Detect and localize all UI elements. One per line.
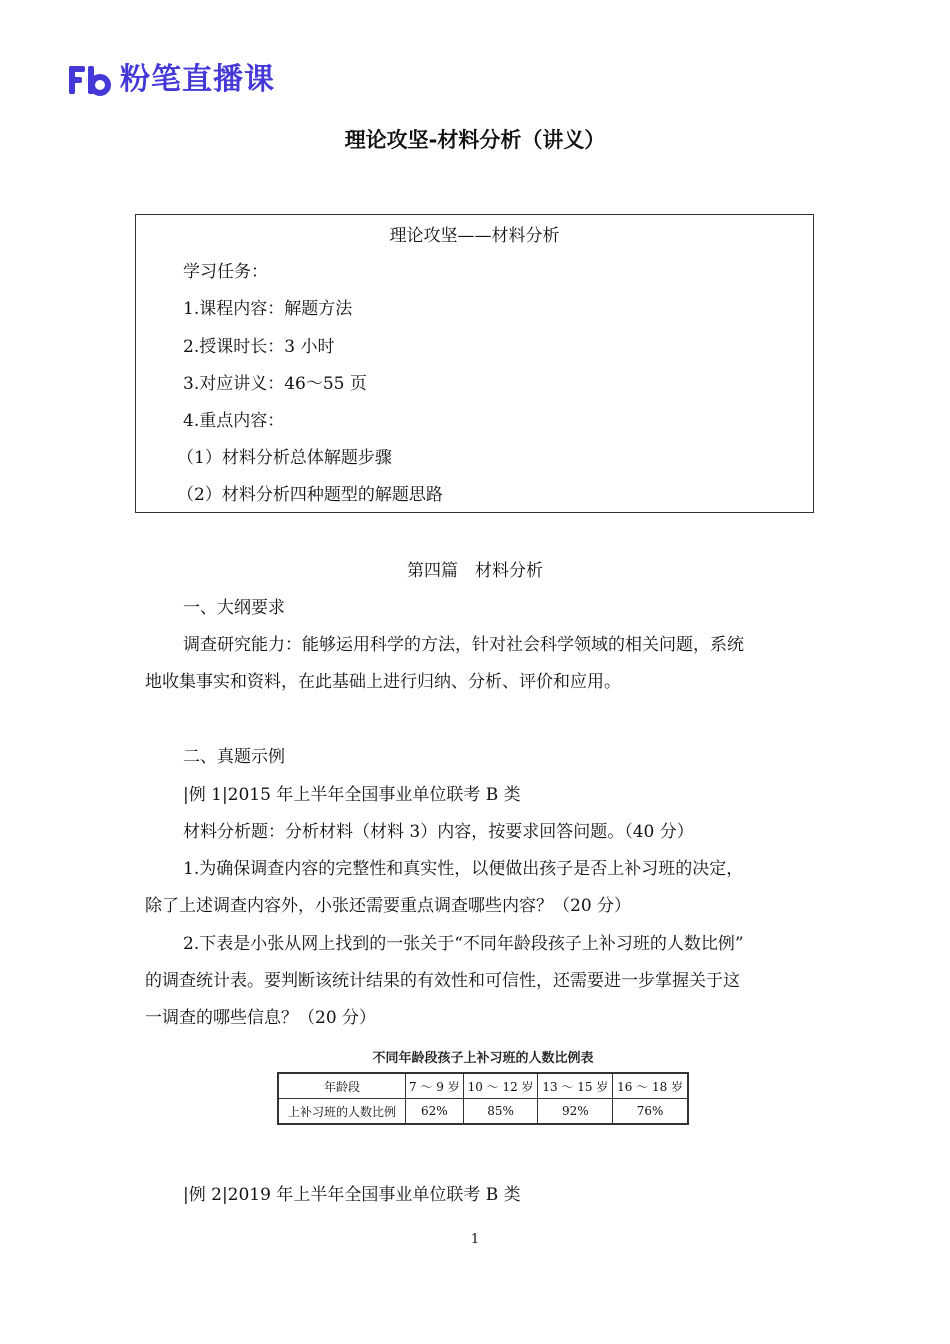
table-header-cell: 7 ～ 9 岁 [406,1073,464,1099]
example-label: |例 1|2015 年上半年全国事业单位联考 B 类 [183,785,521,805]
task-line: （2）材料分析四种题型的解题思路 [177,485,443,505]
page-number: 1 [470,1232,480,1247]
task-line: 学习任务： [183,262,268,282]
part1-text: 地收集事实和资料，在此基础上进行归纳、分析、评价和应用。 [145,672,621,692]
stats-table [277,1072,689,1125]
example-text: 除了上述调查内容外，小张还需要重点调查哪些内容？（20 分） [145,896,632,916]
table-header-cell: 16 ～ 18 岁 [613,1073,688,1099]
task-box-title: 理论攻坚——材料分析 [389,226,560,246]
example-label: |例 2|2019 年上半年全国事业单位联考 B 类 [183,1185,521,1205]
table-header-cell: 13 ～ 15 岁 [538,1073,613,1099]
example-text: 材料分析题：分析材料（材料 3）内容，按要求回答问题。（40 分） [183,822,694,842]
part2-title: 二、真题示例 [183,747,285,767]
table-row [278,1099,688,1125]
section-heading: 第四篇 材料分析 [407,561,543,581]
part1-text: 调查研究能力：能够运用科学的方法，针对社会科学领域的相关问题，系统 [183,635,744,655]
example-text: 2.下表是小张从网上找到的一张关于“不同年龄段孩子上补习班的人数比例” [183,934,744,954]
table-row-label: 上补习班的人数比例 [278,1099,406,1125]
task-line: 3.对应讲义：46～55 页 [183,374,367,394]
document-title: 理论攻坚-材料分析（讲义） [344,128,606,152]
table-cell: 76% [613,1099,688,1125]
table-cell: 92% [538,1099,613,1125]
table-header-cell: 年龄段 [278,1073,406,1099]
fb-logo-icon [68,63,112,97]
task-line: 4.重点内容： [183,411,285,431]
stats-table-title: 不同年龄段孩子上补习班的人数比例表 [372,1051,594,1066]
example-text: 1.为确保调查内容的完整性和真实性，以便做出孩子是否上补习班的决定， [183,859,744,879]
table-header-cell: 10 ～ 12 岁 [463,1073,538,1099]
learning-task-box [135,214,814,513]
brand-name: 粉笔直播课 [120,62,275,97]
task-line: 2.授课时长：3 小时 [183,337,335,357]
table-row [278,1073,688,1099]
example-text: 一调查的哪些信息？（20 分） [145,1008,377,1028]
task-line: 1.课程内容：解题方法 [183,299,353,319]
brand-logo [68,60,275,100]
task-line: （1）材料分析总体解题步骤 [177,448,392,468]
example-text: 的调查统计表。要判断该统计结果的有效性和可信性，还需要进一步掌握关于这 [145,971,740,991]
part1-title: 一、大纲要求 [183,598,285,618]
table-cell: 62% [406,1099,464,1125]
table-cell: 85% [463,1099,538,1125]
